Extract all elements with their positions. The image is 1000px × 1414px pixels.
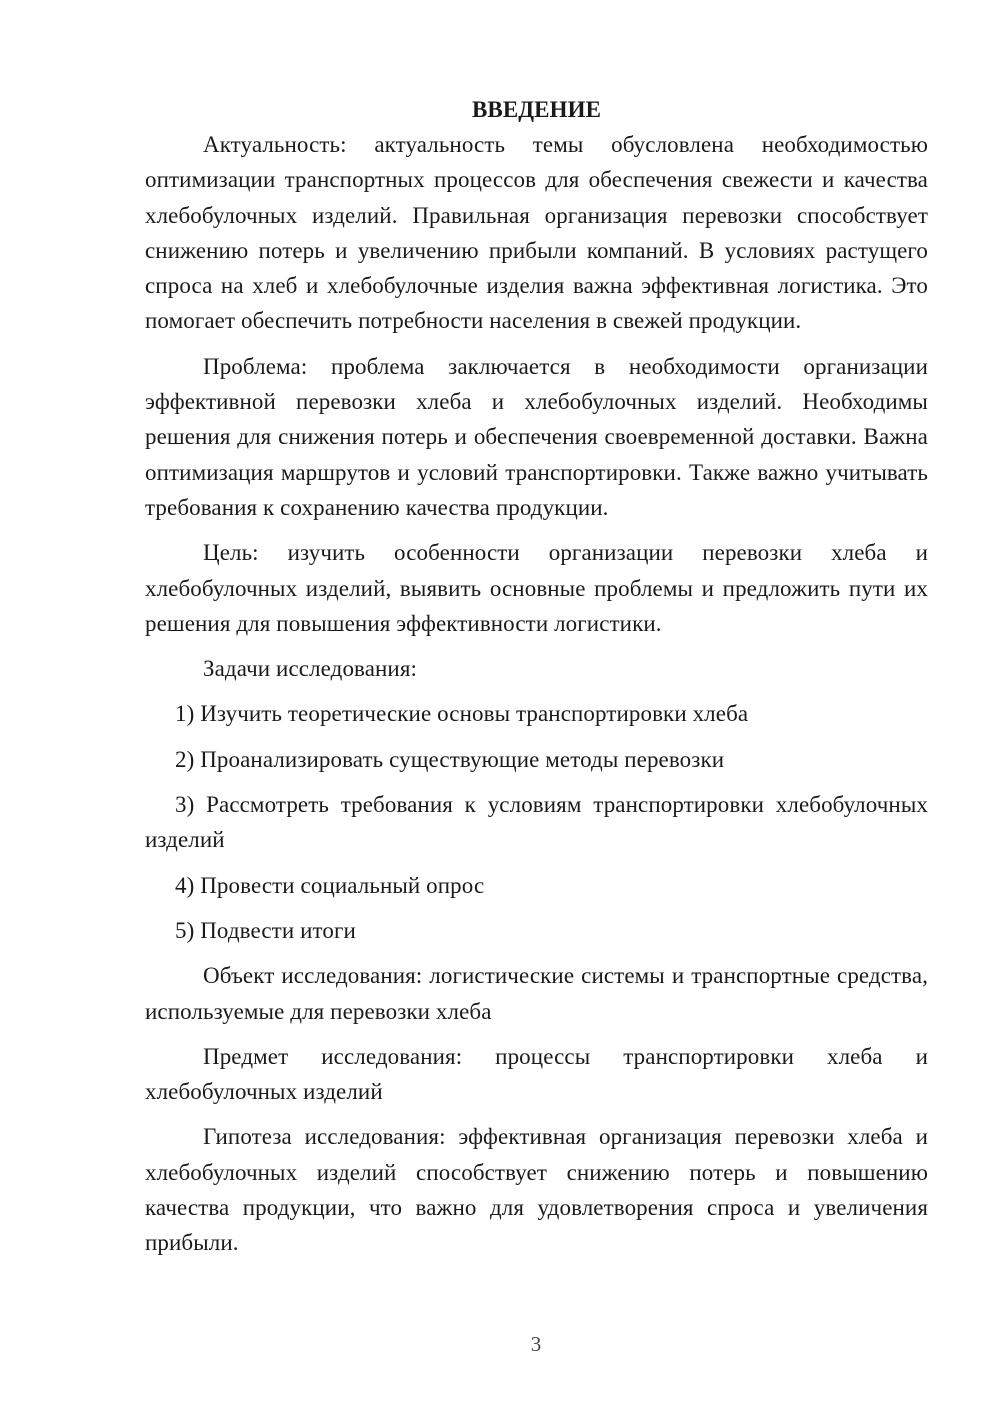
tasks-heading: Задачи исследования:	[203, 656, 418, 682]
paragraph-subject: Предмет исследования: процессы транспортировки хлеба и хлебобулочных изделий	[145, 1043, 928, 1105]
task-item-4: 4) Провести социальный опрос	[175, 872, 485, 898]
paragraph-hypothesis: Гипотеза исследования: эффективная организация перевозки хлеба и хлебобулочных изделий способствует снижению потерь и повышению качества продукции, что важно для удовлетворения спроса и увеличения прибыли.	[145, 1124, 928, 1256]
task-item-2: 2) Проанализировать существующие методы перевозки	[175, 746, 725, 772]
page-title: ВВЕДЕНИЕ	[471, 97, 602, 122]
paragraph-relevance: Актуальность: актуальность темы обусловлена необходимостью оптимизации транспортных процессов для обеспечения свежести и качества хлебобулочных изделий. Правильная организация перевозки способствует снижению потерь и увеличению прибыли компаний. В условиях растущего спроса на хлеб и хлебобулочные изделия важна эффективная логистика. Это помогает обеспечить потребности населения в свежей продукции.	[145, 132, 928, 334]
task-item-5: 5) Подвести итоги	[175, 917, 356, 943]
task-item-3: 3) Рассмотреть требования к условиям транспортировки хлебобулочных изделий	[145, 792, 928, 853]
paragraph-object: Объект исследования: логистические системы и транспортные средства, используемые для перевозки хлеба	[145, 963, 928, 1024]
task-item-1: 1) Изучить теоретические основы транспортировки хлеба	[175, 701, 749, 727]
paragraph-goal: Цель: изучить особенности организации перевозки хлеба и хлебобулочных изделий, выявить основные проблемы и предложить пути их решения для повышения эффективности логистики.	[145, 540, 928, 636]
document-page	[145, 92, 928, 1271]
page-number: 3	[530, 1332, 542, 1356]
paragraph-problem: Проблема: проблема заключается в необходимости организации эффективной перевозки хлеба и хлебобулочных изделий. Необходимы решения для снижения потерь и обеспечения своевременной доставки. Важна оптимизация маршрутов и условий транспортировки. Также важно учитывать требования к сохранению качества продукции.	[145, 353, 928, 520]
